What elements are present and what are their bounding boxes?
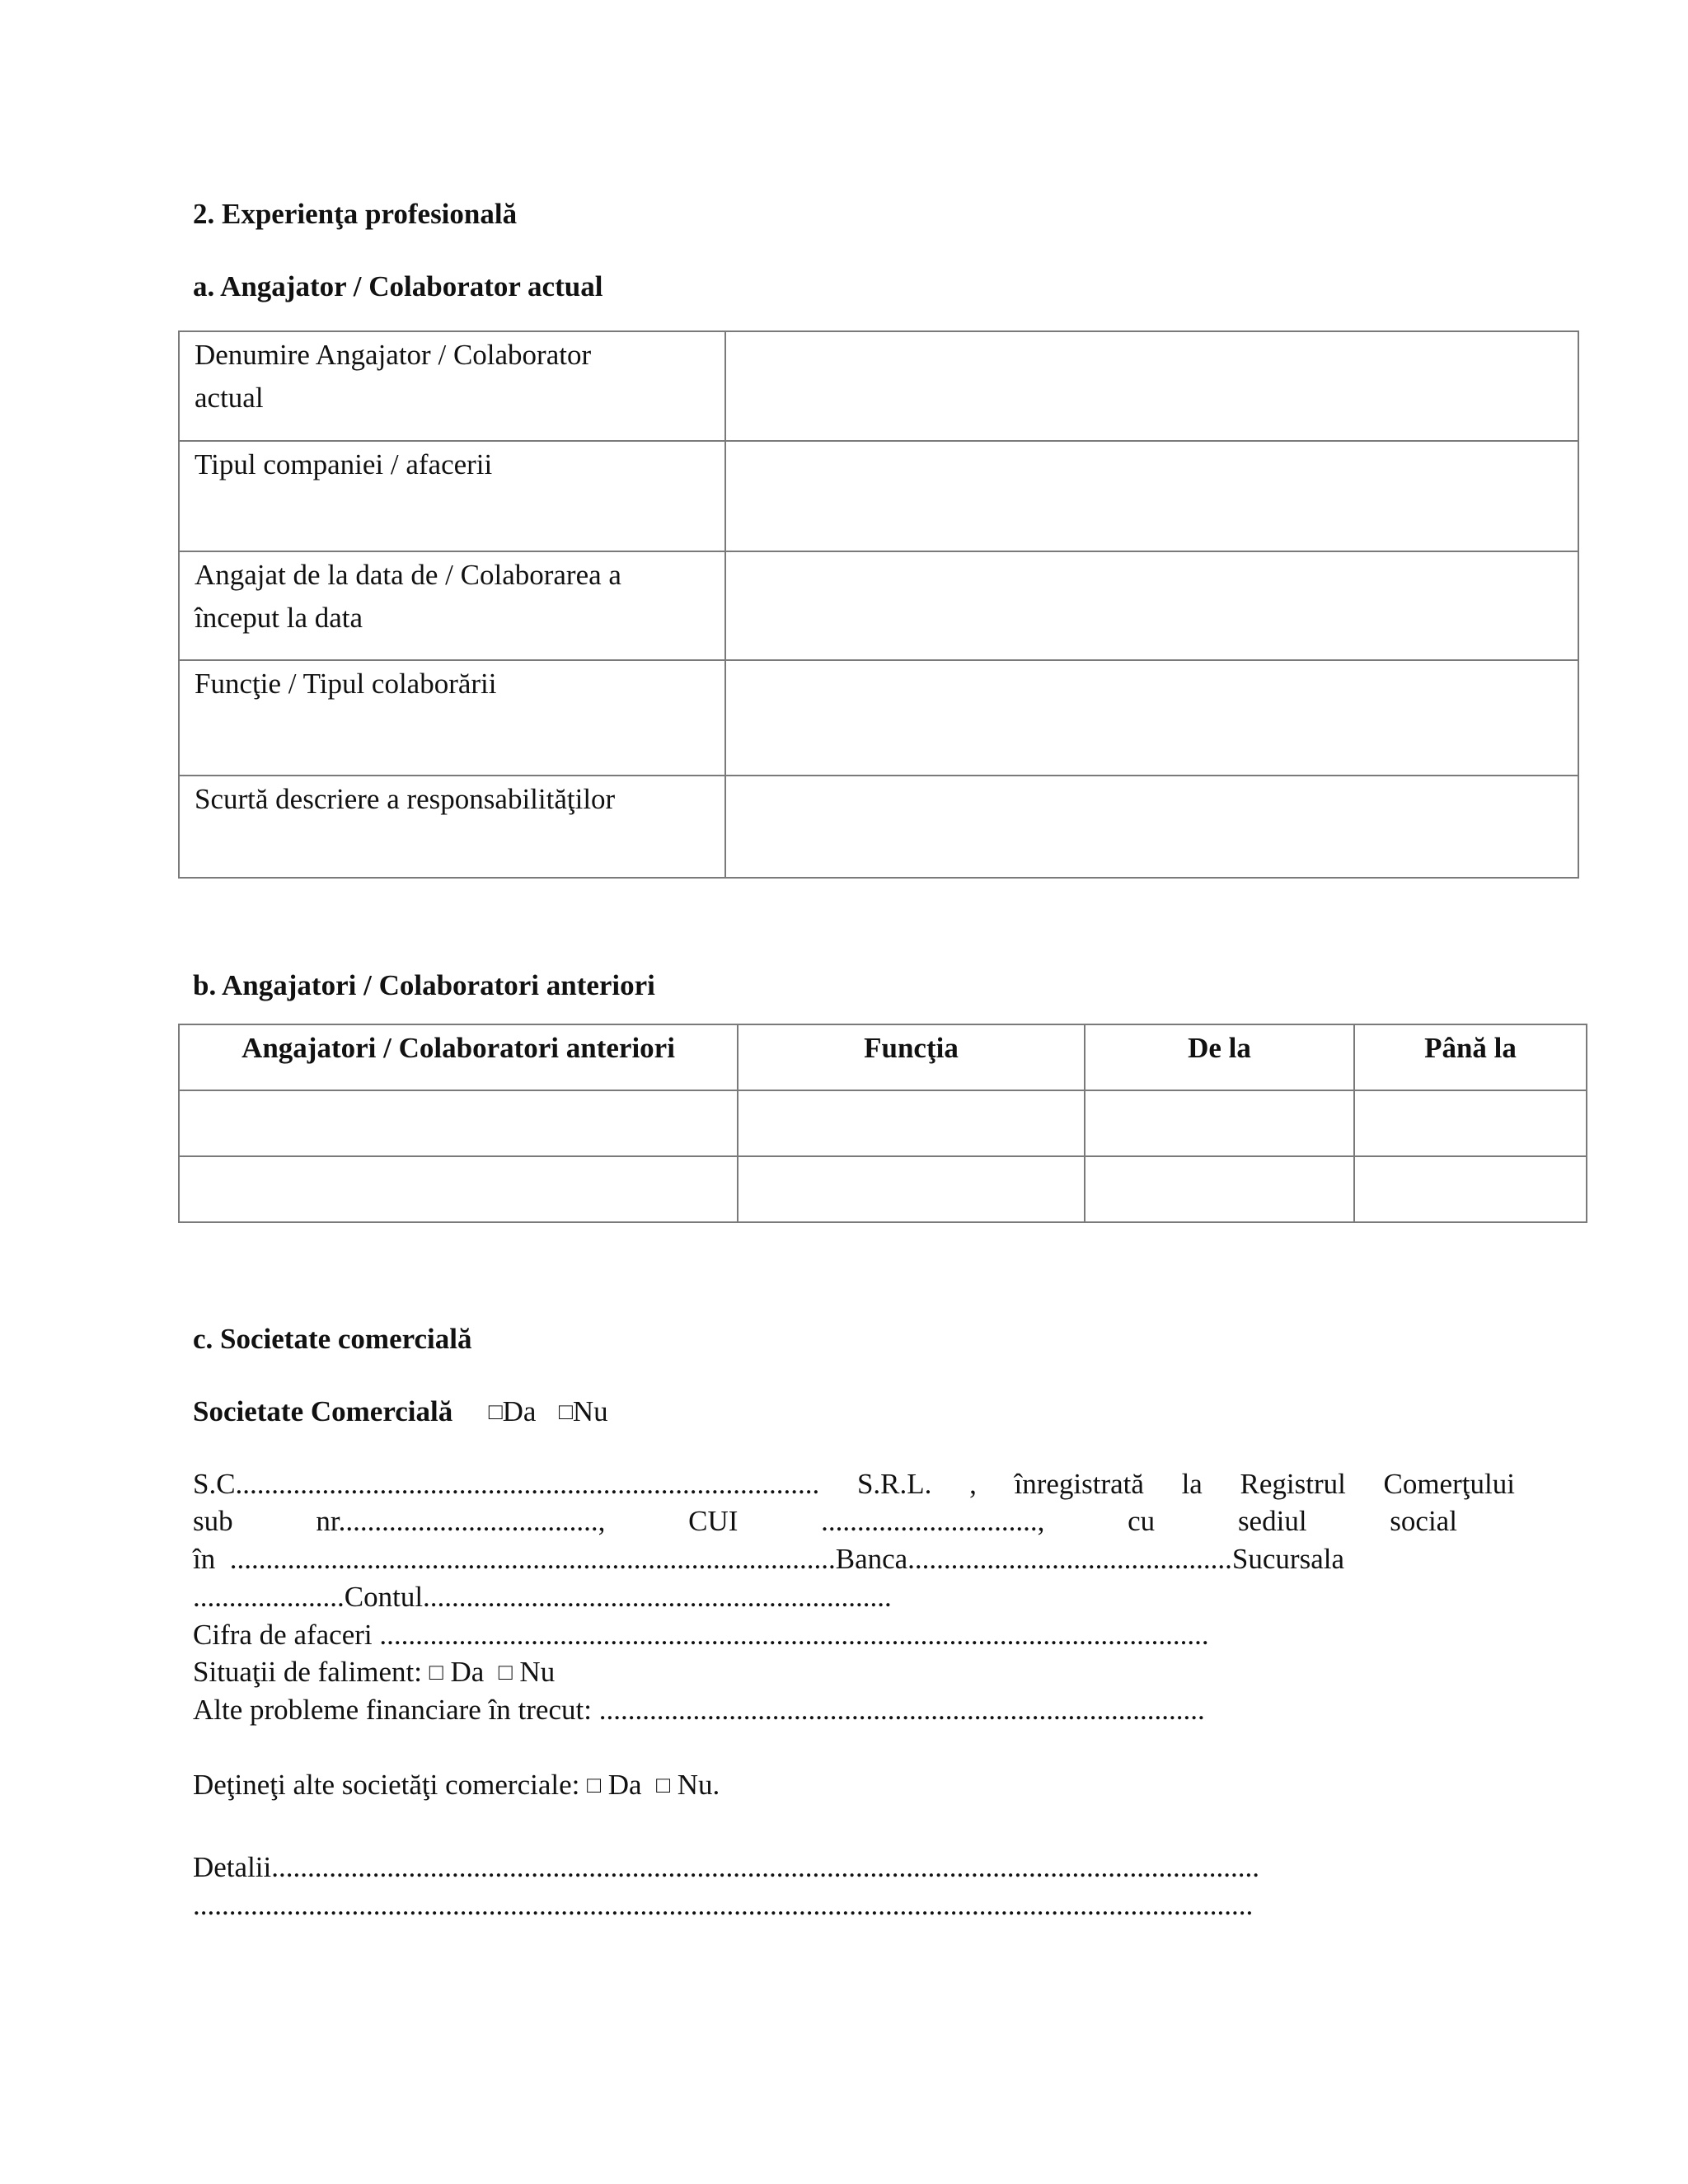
employment-start-label: Angajat de la data de / Colaborarea a început la data [179,551,725,660]
table-cell[interactable] [1354,1090,1587,1156]
table-row [179,660,1578,776]
subsection-b-title: b. Angajatori / Colaboratori anteriori [193,969,655,1001]
responsibilities-label: Scurtă descriere a responsabilităţilor [179,776,725,878]
table-cell[interactable] [738,1156,1085,1222]
table-cell[interactable] [1354,1156,1587,1222]
table-cell[interactable] [1085,1156,1354,1222]
subsection-c-title: c. Societate comercială [193,1323,472,1355]
checkbox-icon[interactable]: □ [429,1660,443,1685]
table-cell[interactable] [738,1090,1085,1156]
details-line: Detalii......................................................................................................................................... [193,1851,1259,1883]
previous-employers-table [178,1024,1587,1223]
column-header-employers: Angajatori / Colaboratori anteriori [179,1024,738,1090]
commercial-company-question [193,1393,608,1432]
other-financial-problems-line: Alte probleme financiare în trecut: .................................................................................... [193,1694,1205,1726]
option-no-label: Nu. [677,1769,720,1801]
option-yes-label: Da [502,1395,537,1427]
table-row [179,1156,1587,1222]
current-employer-table [178,330,1579,879]
other-companies-question: Deţineţi alte societăţi comerciale: □ Da □ Nu. [193,1766,720,1805]
checkbox-icon[interactable]: □ [558,1399,573,1425]
checkbox-icon[interactable]: □ [488,1399,503,1425]
company-account-line: .....................Contul................................................................. [193,1581,892,1613]
option-yes-label: Da [450,1656,485,1688]
checkbox-icon[interactable]: □ [498,1660,513,1685]
table-row [179,1090,1587,1156]
position-value[interactable] [725,660,1578,776]
table-row [179,331,1578,441]
table-cell[interactable] [1085,1090,1354,1156]
subsection-a-title: a. Angajator / Colaborator actual [193,270,603,302]
company-type-label: Tipul companiei / afacerii [179,441,725,551]
employer-name-value[interactable] [725,331,1578,441]
table-cell[interactable] [179,1090,738,1156]
responsibilities-value[interactable] [725,776,1578,878]
bankruptcy-question: Situaţii de faliment: □ Da □ Nu [193,1653,555,1692]
position-label: Funcţie / Tipul colaborării [179,660,725,776]
company-type-value[interactable] [725,441,1578,551]
table-cell[interactable] [179,1156,738,1222]
table-row [179,441,1578,551]
option-yes-label: Da [607,1769,642,1801]
turnover-line: Cifra de afaceri ................................................................................................................... [193,1619,1209,1651]
column-header-function: Funcţia [738,1024,1085,1090]
company-number-line: sub nr...................................., CUI .............................., cu sediul social [193,1505,1457,1537]
details-continuation-line: ................................................................................................................................................... [193,1889,1254,1921]
section-title: 2. Experienţa profesională [193,198,518,230]
option-no-label: Nu [519,1656,556,1688]
commercial-company-label: Societate Comercială [193,1395,453,1427]
table-header-row [179,1024,1587,1090]
checkbox-icon[interactable]: □ [656,1773,671,1798]
employer-name-label: Denumire Angajator / Colaborator actual [179,331,725,441]
checkbox-icon[interactable]: □ [587,1773,602,1798]
column-header-from: De la [1085,1024,1354,1090]
table-row [179,776,1578,878]
employment-start-value[interactable] [725,551,1578,660]
option-no-label: Nu [572,1395,608,1427]
column-header-until: Până la [1354,1024,1587,1090]
company-address-bank-line: în ....................................................................................Banca.............................................Sucursala [193,1543,1345,1575]
company-registration-line: S.C................................................................................. S.R.L. , înregistrată la Registrul Comerţului [193,1468,1515,1500]
table-row [179,551,1578,660]
